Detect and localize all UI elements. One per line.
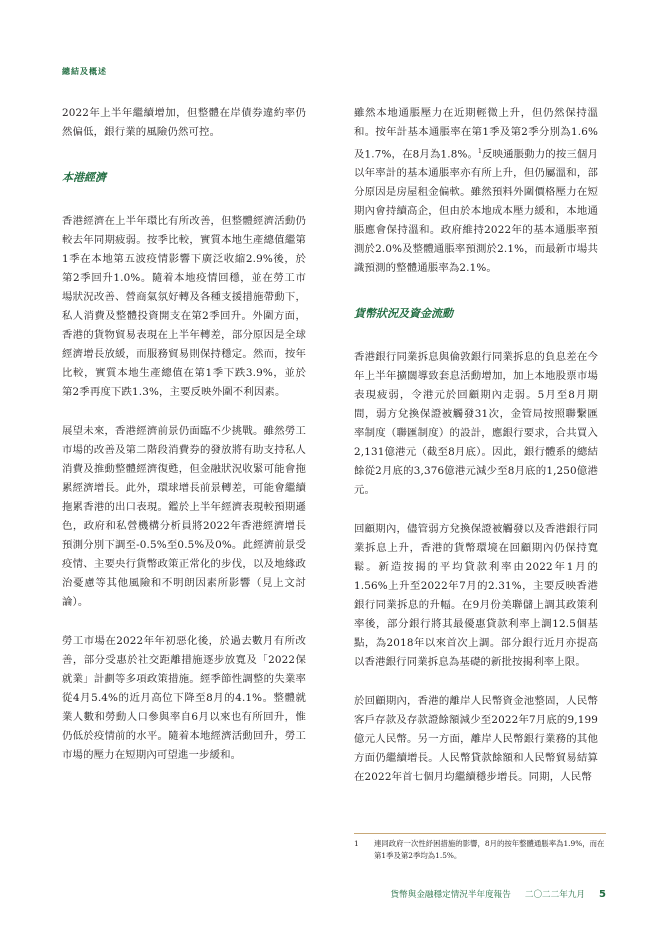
footnote-divider — [354, 833, 606, 834]
paragraph-monetary-1: 香港銀行同業拆息與倫敦銀行同業拆息的負息差在今年上半年擴闊導致套息活動增加，加上本地股票市場表現疲弱，令港元於回顧期內走弱。5月至8月期間，弱方兌換保證被觸發31次，金管局按照聯繫匯率制度（聯匯制度）的設計，應銀行要求，合共買入2,131億港元（截至8月底）。因此，銀行體系的總結餘從2月底的3,376億港元減少至8月底的1,250億港元。 — [354, 351, 598, 497]
page-number: 5 — [599, 889, 606, 900]
publication-date: 二〇二二年九月 — [524, 890, 586, 900]
publication-title: 貨幣與金融穩定情況半年度報告 — [390, 890, 511, 900]
page-footer — [391, 888, 606, 900]
heading-monetary: 貨幣狀況及資金流動 — [354, 307, 453, 321]
right-column — [354, 104, 598, 787]
footnote-reference[interactable]: 1 — [478, 148, 483, 155]
inflation-text: 雖然本地通脹壓力在近期輕微上升，但仍然保持溫和。按年計基本通脹率在第1季及第2季分別為1.6%及1.7%，在8月為1.8%。 — [354, 107, 598, 161]
section-title: 總結及概述 — [62, 67, 107, 76]
paragraph-economy-2: 展望未來，香港經濟前景仍面臨不少挑戰。雖然勞工市場的改善及第二階段消費券的發放將有助支持私人消費及推動整體經濟復甦，但金融狀況收緊可能會拖累經濟增長。此外，環球增長前景轉差，可能會繼續拖累香港的出口表現。鑑於上半年經濟表現較預期遜色，政府和私營機構分析員將2022年香港經濟增長預測分別下調至-0.5%至0.5%及0%。此經濟前景受疫情、主要央行貨幣政策正常化的步伐，以及地緣政治憂慮等其他風險和不明朗因素所影響（見上文討論）。 — [62, 425, 306, 608]
footnote-marker: 1 — [354, 839, 359, 848]
left-column — [62, 104, 306, 765]
inflation-text-continued: 反映通脹動力的按三個月以年率計的基本通脹率亦有所上升，但仍屬溫和，部分原因是房屋租金偏軟。雖然預料外圍價格壓力在短期內會持續高企，但由於本地成本壓力緩和，本地通脹應會保持溫和。政府維持2022年的基本通脹率預測於2.0%及整體通脹率預測於2.1%，而最新市場共識預測的整體通脹率為2.1%。 — [354, 148, 599, 275]
paragraph-economy-1: 香港經濟在上半年環比有所改善，但整體經濟活動仍較去年同期疲弱。按季比較，實質本地生產總值繼第1季在本地第五波疫情影響下廣泛收縮2.9%後，於第2季回升1.0%。隨着本地疫情回穩，並在勞工市場狀況改善、營商氣氛好轉及各種支援措施帶動下，私人消費及整體投資開支在第2季回升。外圍方面，香港的貨物貿易表現在上半年轉差，部分原因是全球經濟增長放緩，而服務貿易則保持穩定。然而，按年比較，實質本地生產總值在第1季下跌3.9%，並於第2季再度下跌1.3%，主要反映外圍不利因素。 — [62, 215, 306, 398]
paragraph-monetary-2: 回顧期內，儘管弱方兌換保證被觸發以及香港銀行同業拆息上升，香港的貨幣環境在回顧期內仍保持寬鬆。新造按揭的平均貸款利率由2022年1月的1.56%上升至2022年7月的2.31%，主要反映香港銀行同業拆息的升幅。在9月份美聯儲上調其政策利率後，部分銀行將其最優惠貸款利率上調12.5個基點，為2018年以來首次上調。部分銀行近月亦提高以香港銀行同業拆息為基礎的新批按揭利率上限。 — [354, 523, 598, 669]
intro-paragraph: 2022年上半年繼續增加，但整體在岸債券違約率仍然偏低，銀行業的風險仍然可控。 — [62, 107, 306, 138]
footnote — [354, 838, 606, 862]
paragraph-monetary-3: 於回顧期內，香港的離岸人民幣資金池整固，人民幣客戶存款及存款證餘額減少至2022年7月底的9,199億元人民幣。另一方面，離岸人民幣銀行業務的其他方面仍繼續增長。人民幣貸款餘額和人民幣貿易結算在2022年首七個月均繼續穩步增長。同期，人民幣 — [354, 695, 598, 784]
heading-economy: 本港經濟 — [62, 171, 106, 184]
footnote-text: 連同政府一次性紓困措施的影響，8月的按年整體通脹率為1.9%，而在第1季及第2季均為1.5%。 — [374, 839, 605, 860]
paragraph-inflation — [354, 104, 598, 278]
paragraph-economy-3: 勞工市場在2022年年初惡化後，於過去數月有所改善，部分受惠於社交距離措施逐步放寬及「2022保就業」計劃等多項政策措施。經季節性調整的失業率從4月5.4%的近月高位下降至8月的4.1%。整體就業人數和勞動人口參與率自6月以來也有所回升，惟仍低於疫情前的水平。隨着本地經濟活動回升，勞工市場的壓力在短期內可望進一步緩和。 — [62, 635, 306, 761]
